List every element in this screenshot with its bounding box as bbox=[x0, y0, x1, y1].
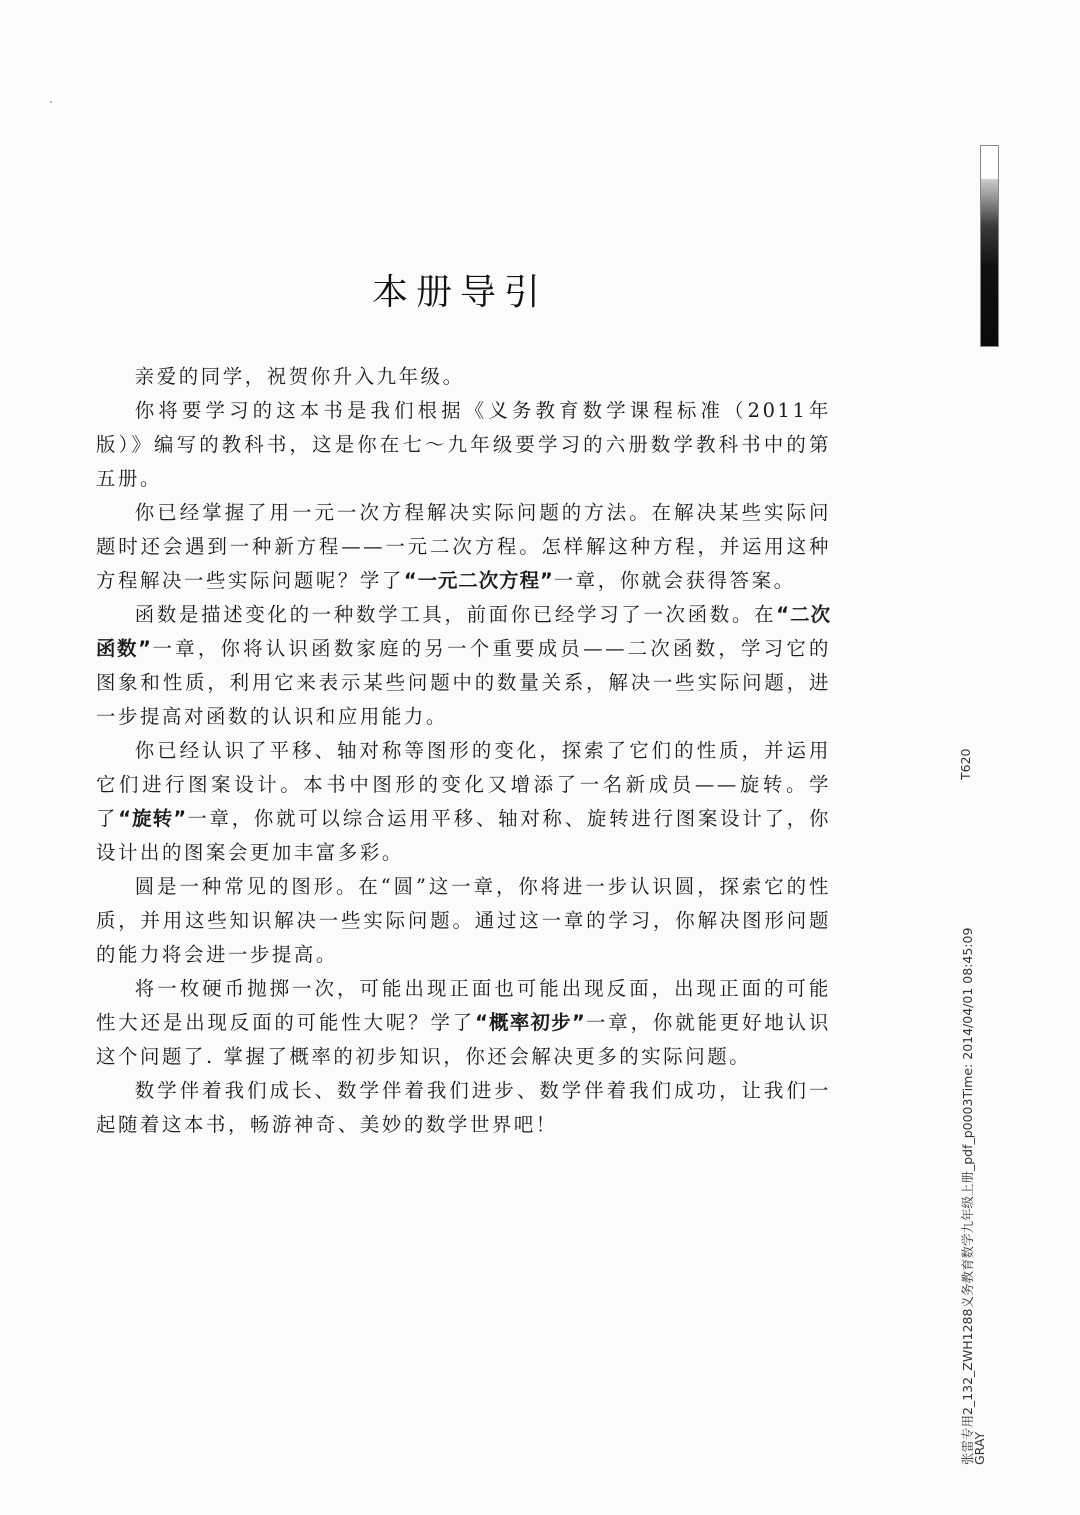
paragraph-text: 一章，你就可以综合运用平移、轴对称、旋转进行图案设计了，你设计出的图案会更加丰富多彩。 bbox=[96, 807, 831, 864]
paragraph-text: 一章，你就能更好地认识这个问题了. 掌握了概率的初步知识，你还会解决更多的实际问题。 bbox=[96, 1011, 831, 1068]
paragraph bbox=[96, 360, 831, 394]
chapter-name: “二次函数” bbox=[96, 603, 831, 660]
paragraph bbox=[96, 598, 831, 734]
paragraph-text: 函数是描述变化的一种数学工具，前面你已经学习了一次函数。在 bbox=[134, 603, 777, 626]
paragraph-text: 将一枚硬币抛掷一次，可能出现正面也可能出现反面，出现正面的可能性大还是出现反面的可能性大呢？学了 bbox=[96, 977, 831, 1034]
grayscale-calibration-bar bbox=[980, 145, 999, 347]
paragraph-text: 你将要学习的这本书是我们根据《义务教育数学课程标准（2011年版）》编写的教科书，这是你在七～九年级要学习的六册数学教科书中的第五册。 bbox=[96, 399, 831, 490]
paragraph bbox=[96, 734, 831, 870]
paragraph-text: 你已经掌握了用一元一次方程解决实际问题的方法。在解决某些实际问题时还会遇到一种新方程——一元二次方程。怎样解这种方程，并运用这种方程解决一些实际问题呢？学了 bbox=[96, 501, 831, 592]
paragraph-text: 你已经认识了平移、轴对称等图形的变化，探索了它们的性质，并运用它们进行图案设计。本书中图形的变化又增添了一名新成员——旋转。学了 bbox=[96, 739, 831, 830]
paragraph-text: 一章，你就会获得答案。 bbox=[553, 569, 796, 592]
paragraph bbox=[96, 972, 831, 1074]
paragraph bbox=[96, 394, 831, 496]
paragraph bbox=[96, 496, 831, 598]
chapter-name: “一元二次方程” bbox=[403, 569, 554, 592]
page-title: 本册导引 bbox=[371, 272, 548, 314]
paragraph-text: 亲爱的同学，祝贺你升入九年级。 bbox=[134, 365, 465, 388]
margin-file-info: 张雷专用2_132_ZWH1288义务教育数学九年级上册_pdf_p0003Time: 2014/04/01 08:45:09 bbox=[960, 927, 975, 1465]
chapter-name: “概率初步” bbox=[475, 1011, 586, 1034]
body-text bbox=[96, 360, 831, 1142]
paragraph bbox=[96, 870, 831, 972]
margin-code: T620 bbox=[958, 748, 973, 780]
scan-speck bbox=[50, 101, 52, 103]
margin-color-mode: GRAY bbox=[972, 1431, 987, 1465]
paragraph-text: 一章，你将认识函数家庭的另一个重要成员——二次函数，学习它的图象和性质，利用它来表示某些问题中的数量关系，解决一些实际问题，进一步提高对函数的认识和应用能力。 bbox=[96, 637, 832, 728]
paragraph-text: 数学伴着我们成长、数学伴着我们进步、数学伴着我们成功，让我们一起随着这本书，畅游神奇、美妙的数学世界吧！ bbox=[96, 1079, 831, 1136]
chapter-name: “旋转” bbox=[118, 807, 188, 830]
paragraph bbox=[96, 1074, 831, 1142]
paragraph-text: 圆是一种常见的图形。在“圆”这一章，你将进一步认识圆，探索它的性质，并用这些知识解决一些实际问题。通过这一章的学习，你解决图形问题的能力将会进一步提高。 bbox=[96, 875, 831, 966]
